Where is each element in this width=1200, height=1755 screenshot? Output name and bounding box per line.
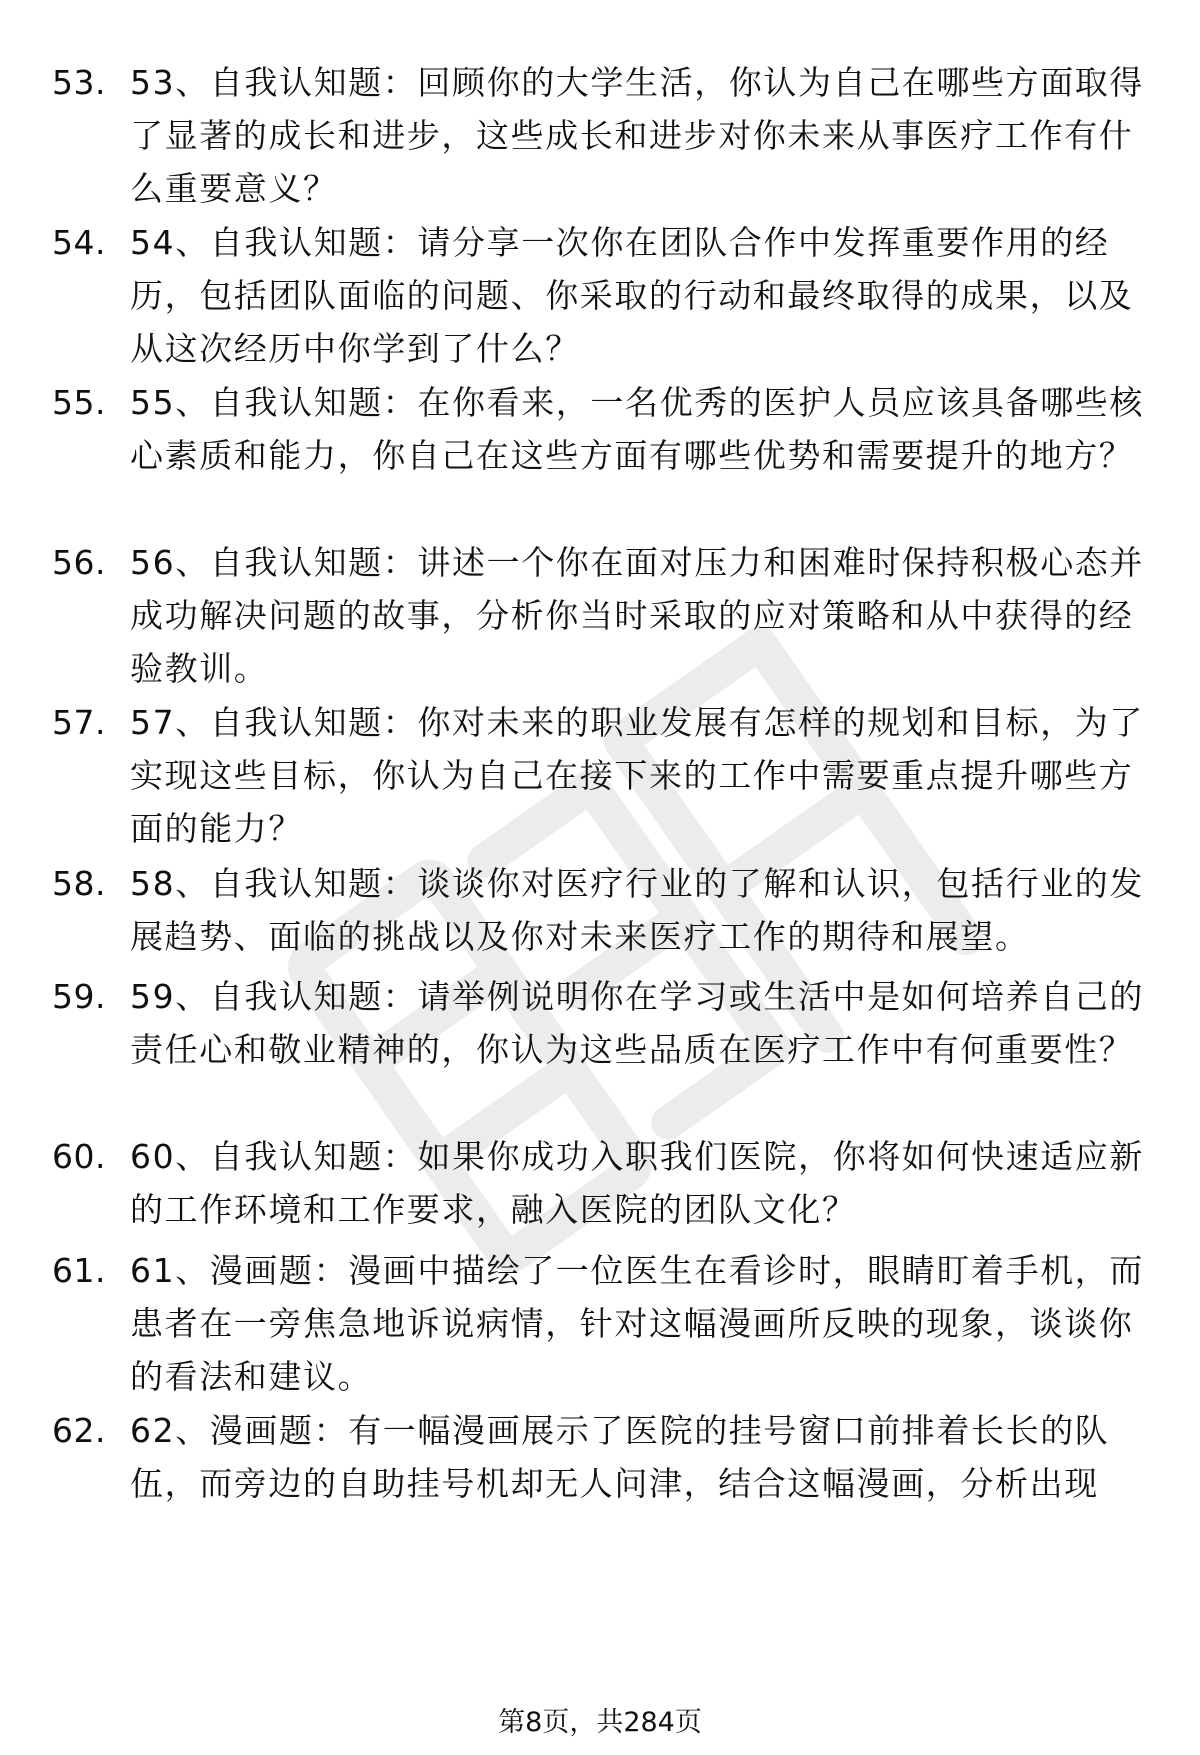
page-footer: 第8页，共284页 bbox=[498, 1707, 702, 1738]
question-text: 60、自我认知题：如果你成功入职我们医院，你将如何快速适应新的工作环境和工作要求，融入医院的团队文化？ bbox=[130, 1137, 1144, 1229]
question-text: 62、漫画题：有一幅漫画展示了医院的挂号窗口前排着长长的队伍，而旁边的自助挂号机却无人问津，结合这幅漫画，分析出现 bbox=[130, 1411, 1110, 1503]
question-text: 53、自我认知题：回顾你的大学生活，你认为自己在哪些方面取得了显著的成长和进步，这些成长和进步对你未来从事医疗工作有什么重要意义？ bbox=[130, 63, 1144, 208]
question-number: 61. bbox=[52, 1251, 106, 1290]
question-text: 58、自我认知题：谈谈你对医疗行业的了解和认识，包括行业的发展趋势、面临的挑战以及你对未来医疗工作的期待和展望。 bbox=[130, 864, 1144, 956]
question-number: 58. bbox=[52, 864, 106, 903]
question-number: 57. bbox=[52, 703, 106, 742]
question-number: 55. bbox=[52, 383, 106, 422]
question-number: 60. bbox=[52, 1137, 106, 1176]
question-text: 57、自我认知题：你对未来的职业发展有怎样的规划和目标，为了实现这些目标，你认为自己在接下来的工作中需要重点提升哪些方面的能力？ bbox=[130, 703, 1144, 848]
question-text: 55、自我认知题：在你看来，一名优秀的医护人员应该具备哪些核心素质和能力，你自己在这些方面有哪些优势和需要提升的地方？ bbox=[130, 383, 1144, 475]
question-number: 53. bbox=[52, 63, 106, 102]
question-number: 54. bbox=[52, 223, 106, 262]
question-number: 59. bbox=[52, 977, 106, 1016]
question-number: 56. bbox=[52, 543, 106, 582]
question-text: 61、漫画题：漫画中描绘了一位医生在看诊时，眼睛盯着手机，而患者在一旁焦急地诉说病情，针对这幅漫画所反映的现象，谈谈你的看法和建议。 bbox=[130, 1251, 1144, 1396]
question-number: 62. bbox=[52, 1411, 106, 1450]
question-text: 56、自我认知题：讲述一个你在面对压力和困难时保持积极心态并成功解决问题的故事，分析你当时采取的应对策略和从中获得的经验教训。 bbox=[130, 543, 1144, 688]
question-text: 59、自我认知题：请举例说明你在学习或生活中是如何培养自己的责任心和敬业精神的，你认为这些品质在医疗工作中有何重要性？ bbox=[130, 977, 1144, 1069]
question-text: 54、自我认知题：请分享一次你在团队合作中发挥重要作用的经历，包括团队面临的问题、你采取的行动和最终取得的成果，以及从这次经历中你学到了什么？ bbox=[130, 223, 1134, 368]
